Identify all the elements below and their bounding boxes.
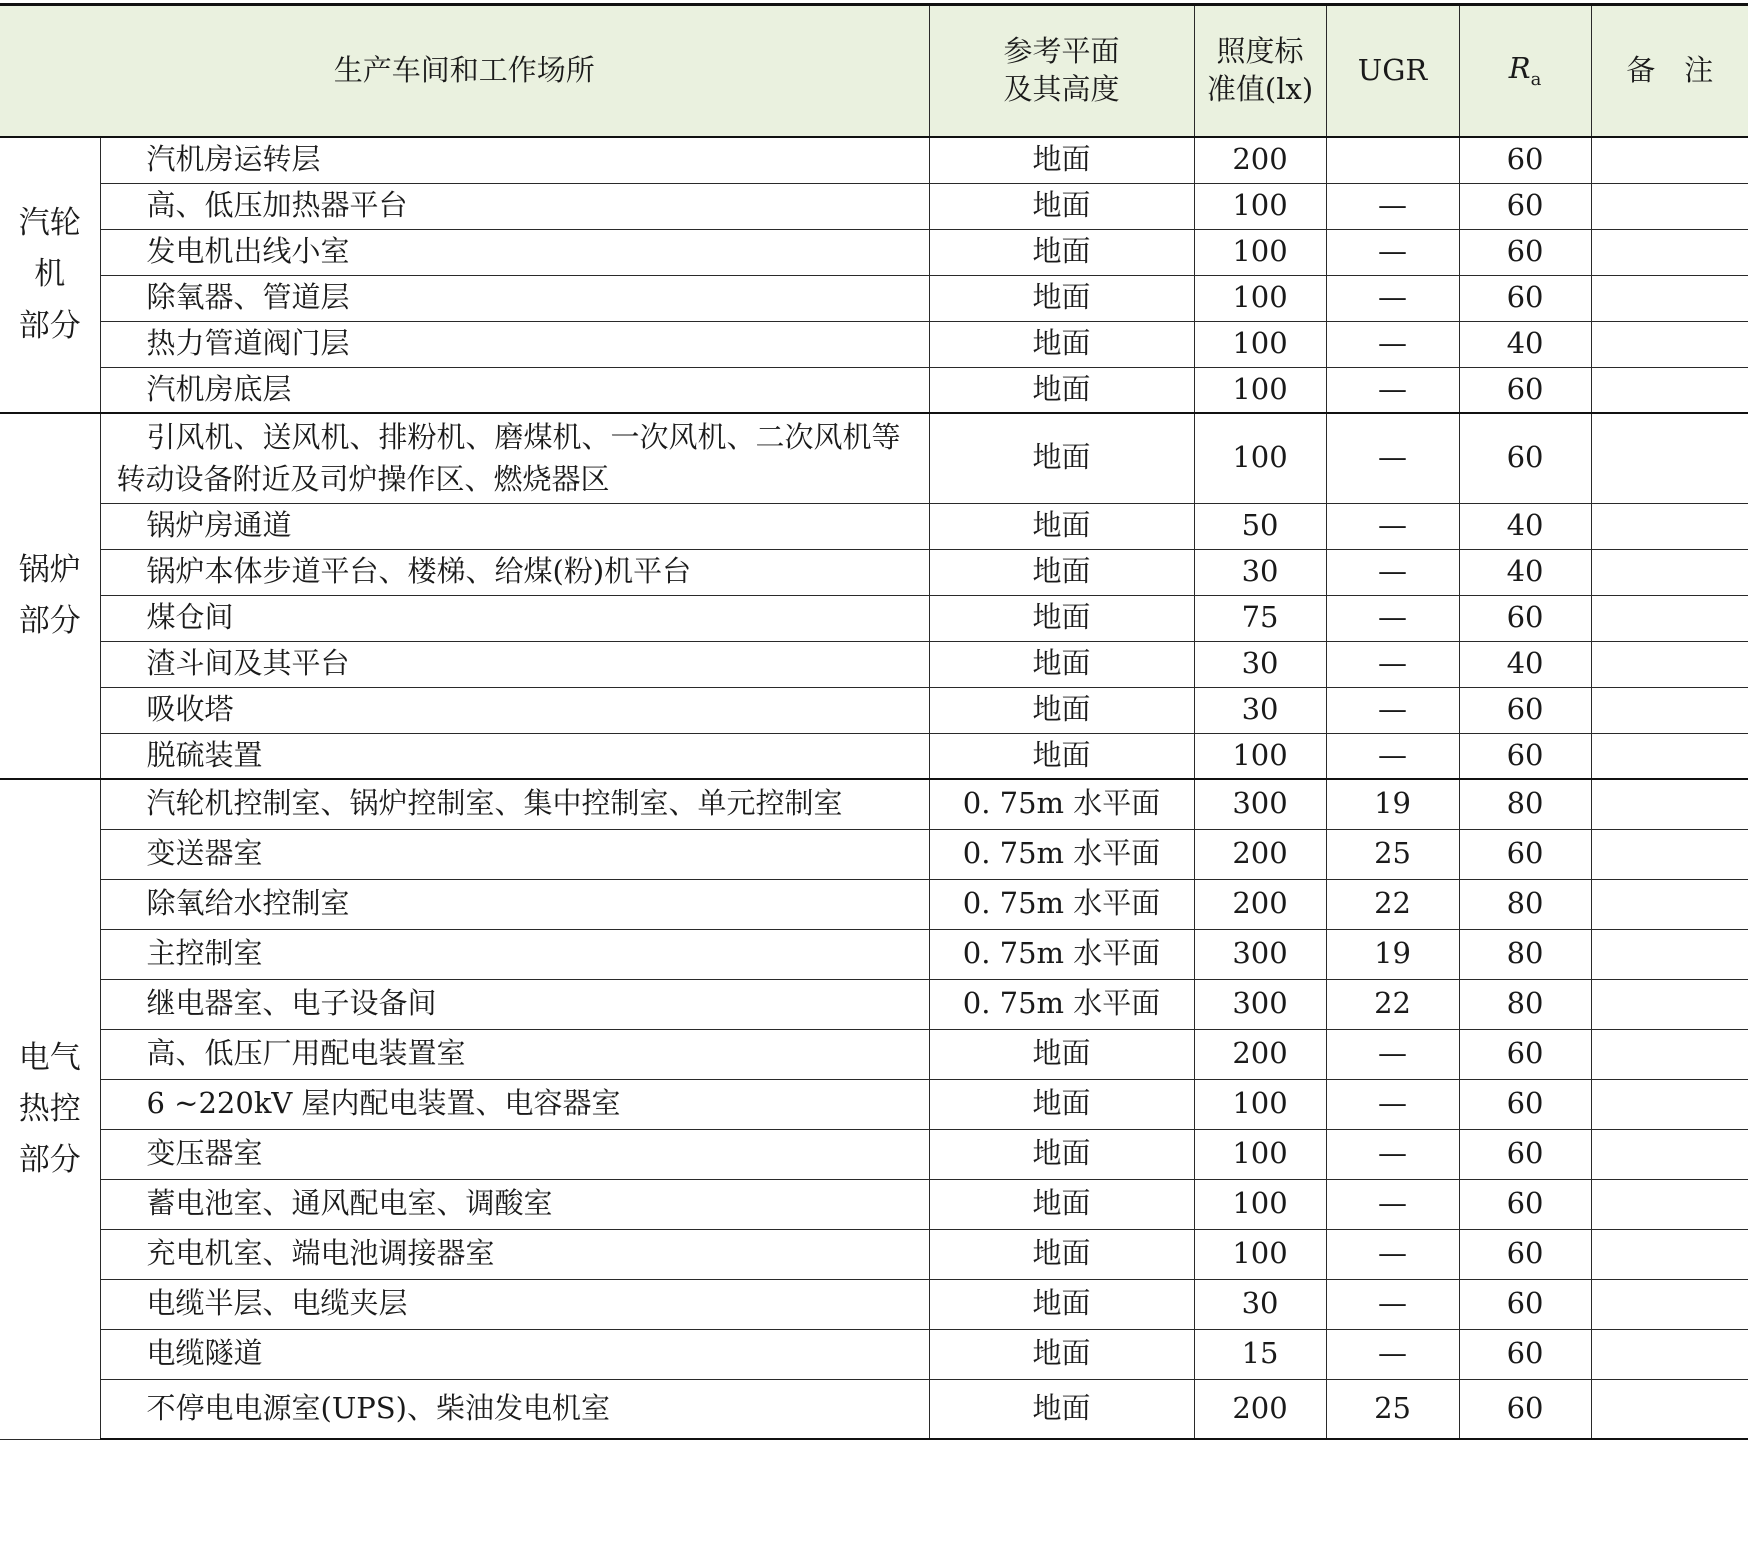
table-row (0, 549, 1748, 595)
cell-ra: 60 (1459, 687, 1591, 733)
cell-remark (1591, 1379, 1748, 1439)
cell-plane: 0. 75m 水平面 (929, 929, 1194, 979)
cell-place: 充电机室、端电池调接器室 (100, 1229, 929, 1279)
header-plane: 参考平面 及其高度 (929, 5, 1194, 138)
cell-plane: 地面 (929, 1379, 1194, 1439)
cell-lux: 100 (1194, 367, 1326, 413)
cell-place: 热力管道阀门层 (100, 321, 929, 367)
cell-ra: 60 (1459, 137, 1591, 183)
cell-ra: 60 (1459, 1279, 1591, 1329)
cell-plane: 地面 (929, 549, 1194, 595)
cell-remark (1591, 1029, 1748, 1079)
cell-remark (1591, 733, 1748, 779)
cell-plane: 地面 (929, 275, 1194, 321)
table-row (0, 1379, 1748, 1439)
table-row (0, 929, 1748, 979)
cell-place: 渣斗间及其平台 (100, 641, 929, 687)
cell-ra: 60 (1459, 1329, 1591, 1379)
cell-lux: 100 (1194, 1229, 1326, 1279)
group-label: 电气 热控 部分 (0, 779, 100, 1439)
header-row (0, 5, 1748, 138)
cell-ugr: — (1326, 733, 1459, 779)
cell-lux: 50 (1194, 503, 1326, 549)
cell-ra: 60 (1459, 1029, 1591, 1079)
cell-place: 高、低压加热器平台 (100, 183, 929, 229)
cell-remark (1591, 549, 1748, 595)
cell-remark (1591, 1279, 1748, 1329)
cell-place: 锅炉本体步道平台、楼梯、给煤(粉)机平台 (100, 549, 929, 595)
cell-remark (1591, 137, 1748, 183)
cell-ugr: — (1326, 367, 1459, 413)
table-row (0, 595, 1748, 641)
cell-ra: 40 (1459, 503, 1591, 549)
header-ra: $R_a$ (1459, 5, 1591, 138)
cell-place: 蓄电池室、通风配电室、调酸室 (100, 1179, 929, 1229)
cell-ugr: — (1326, 1129, 1459, 1179)
cell-remark (1591, 275, 1748, 321)
cell-ugr: 22 (1326, 879, 1459, 929)
cell-ra: 40 (1459, 641, 1591, 687)
cell-lux: 100 (1194, 413, 1326, 503)
cell-lux: 100 (1194, 1179, 1326, 1229)
cell-ra: 60 (1459, 1079, 1591, 1129)
table-row (0, 733, 1748, 779)
table-row (0, 1029, 1748, 1079)
cell-lux: 100 (1194, 1079, 1326, 1129)
cell-ugr: — (1326, 321, 1459, 367)
cell-ugr (1326, 137, 1459, 183)
cell-plane: 地面 (929, 595, 1194, 641)
table-row (0, 183, 1748, 229)
cell-lux: 100 (1194, 183, 1326, 229)
cell-ugr: — (1326, 1029, 1459, 1079)
table-row (0, 1079, 1748, 1129)
cell-lux: 200 (1194, 879, 1326, 929)
cell-ugr: — (1326, 275, 1459, 321)
cell-remark (1591, 1079, 1748, 1129)
cell-lux: 200 (1194, 1029, 1326, 1079)
cell-place: 锅炉房通道 (100, 503, 929, 549)
cell-lux: 100 (1194, 1129, 1326, 1179)
cell-ugr: — (1326, 595, 1459, 641)
cell-ugr: — (1326, 1079, 1459, 1129)
cell-remark (1591, 929, 1748, 979)
cell-ugr: — (1326, 183, 1459, 229)
cell-lux: 200 (1194, 829, 1326, 879)
cell-ugr: 19 (1326, 929, 1459, 979)
header-lux: 照度标 准值(lx) (1194, 5, 1326, 138)
cell-ugr: — (1326, 1229, 1459, 1279)
cell-ra: 60 (1459, 1229, 1591, 1279)
cell-plane: 地面 (929, 229, 1194, 275)
table-row (0, 1279, 1748, 1329)
cell-remark (1591, 829, 1748, 879)
table-row (0, 687, 1748, 733)
header-ugr: UGR (1326, 5, 1459, 138)
cell-ugr: — (1326, 1279, 1459, 1329)
cell-ra: 80 (1459, 879, 1591, 929)
cell-ra: 40 (1459, 321, 1591, 367)
cell-lux: 200 (1194, 1379, 1326, 1439)
cell-plane: 0. 75m 水平面 (929, 829, 1194, 879)
cell-lux: 75 (1194, 595, 1326, 641)
cell-place: 不停电电源室(UPS)、柴油发电机室 (100, 1379, 929, 1439)
cell-plane: 地面 (929, 1079, 1194, 1129)
cell-place: 引风机、送风机、排粉机、磨煤机、一次风机、二次风机等转动设备附近及司炉操作区、燃烧器区 (100, 413, 929, 503)
table-row (0, 413, 1748, 503)
cell-ugr: 22 (1326, 979, 1459, 1029)
cell-remark (1591, 503, 1748, 549)
cell-ugr: 19 (1326, 779, 1459, 829)
cell-plane: 地面 (929, 413, 1194, 503)
cell-remark (1591, 229, 1748, 275)
cell-lux: 30 (1194, 1279, 1326, 1329)
cell-ugr: — (1326, 503, 1459, 549)
cell-remark (1591, 641, 1748, 687)
table-row (0, 779, 1748, 829)
cell-ugr: 25 (1326, 1379, 1459, 1439)
cell-ugr: — (1326, 549, 1459, 595)
cell-ra: 80 (1459, 979, 1591, 1029)
cell-place: 发电机出线小室 (100, 229, 929, 275)
cell-lux: 100 (1194, 275, 1326, 321)
cell-ugr: 25 (1326, 829, 1459, 879)
table-row (0, 1329, 1748, 1379)
cell-plane: 地面 (929, 503, 1194, 549)
cell-lux: 100 (1194, 321, 1326, 367)
cell-plane: 地面 (929, 367, 1194, 413)
cell-lux: 30 (1194, 641, 1326, 687)
cell-lux: 100 (1194, 733, 1326, 779)
cell-plane: 地面 (929, 687, 1194, 733)
cell-place: 除氧给水控制室 (100, 879, 929, 929)
cell-plane: 地面 (929, 1029, 1194, 1079)
cell-place: 电缆隧道 (100, 1329, 929, 1379)
table-row (0, 879, 1748, 929)
table-row (0, 275, 1748, 321)
table-row (0, 503, 1748, 549)
cell-ra: 60 (1459, 595, 1591, 641)
cell-plane: 地面 (929, 1279, 1194, 1329)
cell-place: 继电器室、电子设备间 (100, 979, 929, 1029)
cell-ra: 80 (1459, 929, 1591, 979)
header-place: 生产车间和工作场所 (0, 5, 929, 138)
cell-ra: 60 (1459, 275, 1591, 321)
table-row (0, 321, 1748, 367)
cell-remark (1591, 779, 1748, 829)
table-row (0, 979, 1748, 1029)
cell-ugr: — (1326, 1329, 1459, 1379)
cell-plane: 0. 75m 水平面 (929, 979, 1194, 1029)
cell-remark (1591, 321, 1748, 367)
cell-ra: 80 (1459, 779, 1591, 829)
cell-plane: 0. 75m 水平面 (929, 879, 1194, 929)
group-label: 汽轮 机 部分 (0, 137, 100, 413)
cell-place: 煤仓间 (100, 595, 929, 641)
cell-ra: 40 (1459, 549, 1591, 595)
cell-ugr: — (1326, 1179, 1459, 1229)
cell-remark (1591, 413, 1748, 503)
cell-remark (1591, 879, 1748, 929)
cell-remark (1591, 367, 1748, 413)
cell-ra: 60 (1459, 413, 1591, 503)
cell-plane: 地面 (929, 137, 1194, 183)
cell-place: 除氧器、管道层 (100, 275, 929, 321)
cell-remark (1591, 1129, 1748, 1179)
cell-ugr: — (1326, 641, 1459, 687)
cell-lux: 300 (1194, 979, 1326, 1029)
cell-lux: 30 (1194, 549, 1326, 595)
cell-ra: 60 (1459, 829, 1591, 879)
table-row (0, 1179, 1748, 1229)
cell-place: 脱硫装置 (100, 733, 929, 779)
table-row (0, 137, 1748, 183)
cell-place: 吸收塔 (100, 687, 929, 733)
cell-plane: 地面 (929, 1229, 1194, 1279)
cell-lux: 100 (1194, 229, 1326, 275)
cell-place: 变压器室 (100, 1129, 929, 1179)
cell-place: 汽机房运转层 (100, 137, 929, 183)
cell-place: 6 ~220kV 屋内配电装置、电容器室 (100, 1079, 929, 1129)
cell-ugr: — (1326, 229, 1459, 275)
table-row (0, 829, 1748, 879)
cell-remark (1591, 183, 1748, 229)
cell-lux: 300 (1194, 929, 1326, 979)
cell-remark (1591, 979, 1748, 1029)
cell-ra: 60 (1459, 733, 1591, 779)
table-row (0, 1129, 1748, 1179)
cell-plane: 地面 (929, 641, 1194, 687)
cell-ra: 60 (1459, 229, 1591, 275)
cell-place: 汽机房底层 (100, 367, 929, 413)
cell-ugr: — (1326, 413, 1459, 503)
table-row (0, 1229, 1748, 1279)
illuminance-standards-table (0, 3, 1748, 1440)
table-row (0, 367, 1748, 413)
cell-plane: 地面 (929, 321, 1194, 367)
cell-ra: 60 (1459, 1379, 1591, 1439)
cell-lux: 15 (1194, 1329, 1326, 1379)
table-body (0, 137, 1748, 1439)
table-row (0, 641, 1748, 687)
cell-remark (1591, 1179, 1748, 1229)
cell-ra: 60 (1459, 1129, 1591, 1179)
cell-lux: 200 (1194, 137, 1326, 183)
cell-plane: 地面 (929, 1179, 1194, 1229)
cell-ra: 60 (1459, 183, 1591, 229)
group-label: 锅炉 部分 (0, 413, 100, 779)
cell-plane: 地面 (929, 733, 1194, 779)
cell-plane: 地面 (929, 1329, 1194, 1379)
cell-remark (1591, 687, 1748, 733)
header-remark: 备 注 (1591, 5, 1748, 138)
cell-place: 变送器室 (100, 829, 929, 879)
cell-plane: 地面 (929, 183, 1194, 229)
cell-ra: 60 (1459, 367, 1591, 413)
cell-plane: 0. 75m 水平面 (929, 779, 1194, 829)
cell-remark (1591, 1229, 1748, 1279)
cell-lux: 30 (1194, 687, 1326, 733)
cell-plane: 地面 (929, 1129, 1194, 1179)
cell-remark (1591, 595, 1748, 641)
cell-ugr: — (1326, 687, 1459, 733)
cell-place: 汽轮机控制室、锅炉控制室、集中控制室、单元控制室 (100, 779, 929, 829)
cell-place: 电缆半层、电缆夹层 (100, 1279, 929, 1329)
cell-remark (1591, 1329, 1748, 1379)
cell-lux: 300 (1194, 779, 1326, 829)
cell-place: 高、低压厂用配电装置室 (100, 1029, 929, 1079)
cell-place: 主控制室 (100, 929, 929, 979)
table-row (0, 229, 1748, 275)
cell-ra: 60 (1459, 1179, 1591, 1229)
